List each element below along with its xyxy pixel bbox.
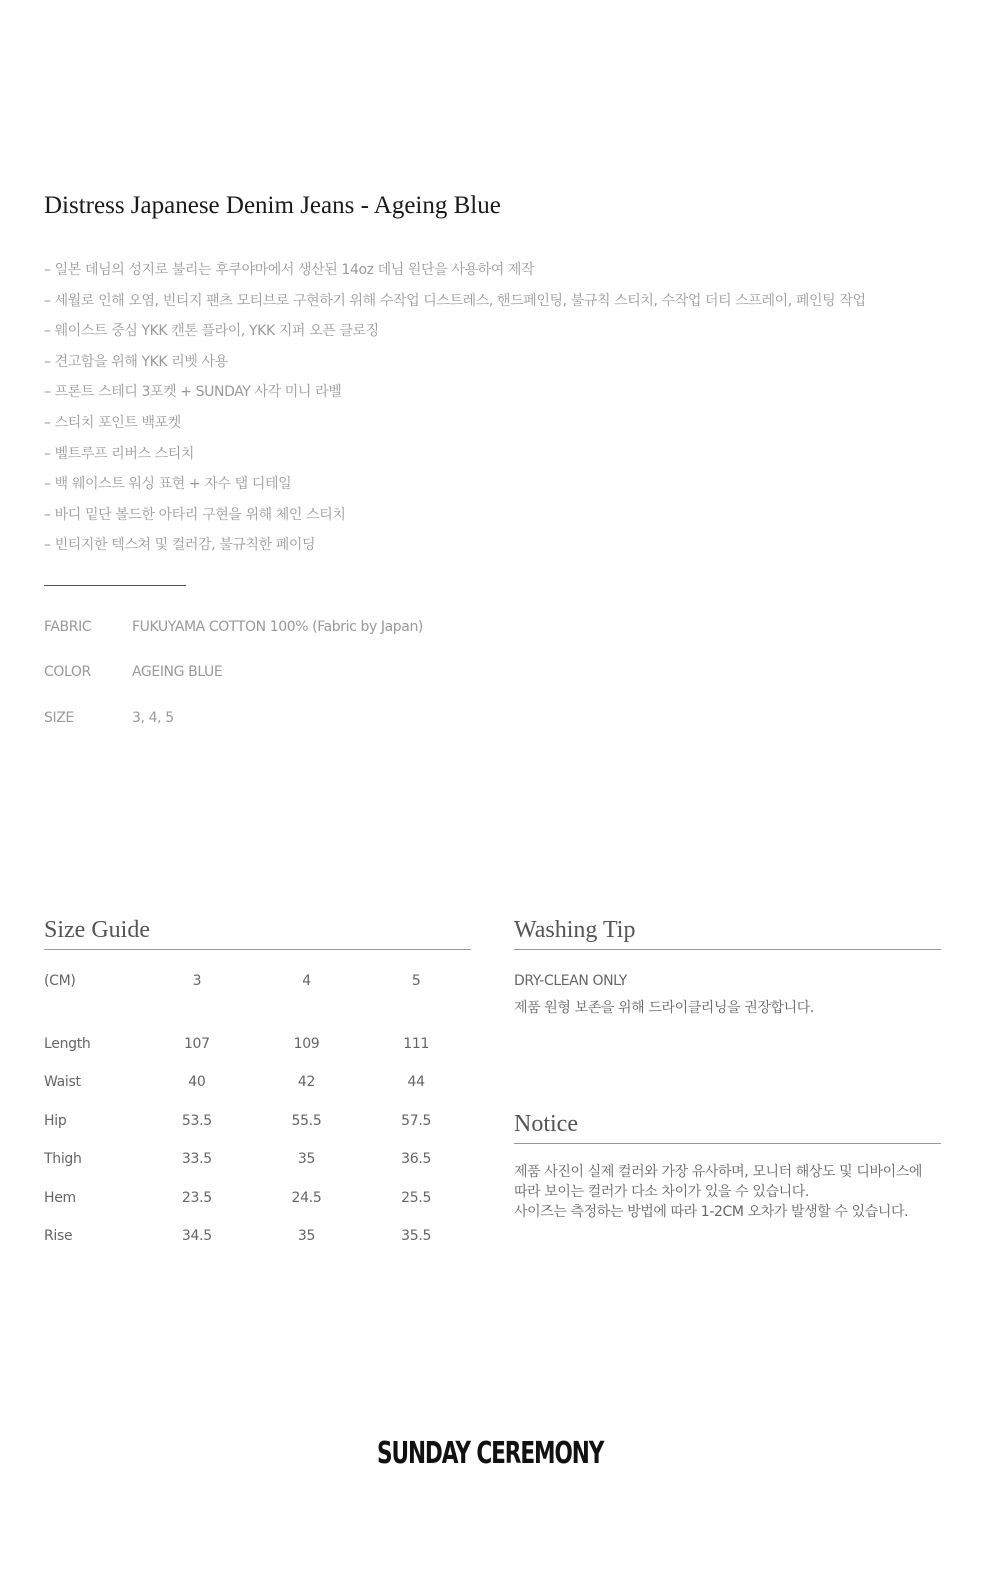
spec-value: AGEING BLUE [132,664,223,681]
feature-item: – 스티치 포인트 백포켓 [44,414,181,431]
feature-item: – 견고함을 위해 YKK 리벳 사용 [44,353,228,370]
washing-tip-heading: Washing Tip [514,917,636,943]
table-row-hip [44,1106,471,1144]
cell-value: 55.5 [291,1112,322,1129]
washing-tip-rule [514,949,941,950]
feature-item: – 벨트루프 리버스 스티치 [44,445,194,462]
size-table-header [44,966,471,1029]
cell-value: 53.5 [181,1112,212,1129]
spec-row-fabric [44,612,423,657]
cell-value: 42 [297,1074,316,1091]
washing-tip-text [514,968,814,1022]
row-label: Waist [44,1074,81,1091]
table-row-waist [44,1067,471,1105]
row-label: Thigh [44,1151,82,1168]
spec-row-size [44,703,423,748]
feature-item: – 세월로 인해 오염, 빈티지 팬츠 모티브로 구현하기 위해 수작업 디스트레스, 핸드페인팅, 불규칙 스티치, 수작업 더티 스프레이, 페인팅 작업 [44,292,866,309]
unit-label: (CM) [44,973,76,989]
washing-tip-line: DRY-CLEAN ONLY [514,973,627,989]
notice-rule [514,1143,941,1144]
feature-item: – 바디 밑단 볼드한 아타리 구현을 위해 체인 스티치 [44,506,346,523]
cell-value: 35 [297,1151,316,1168]
notice-line: 제품 사진이 실제 컬러와 가장 유사하며, 모니터 해상도 및 디바이스에 [514,1164,922,1180]
spec-value: FUKUYAMA COTTON 100% (Fabric by Japan) [132,619,423,635]
feature-item: – 빈티지한 텍스쳐 및 컬러감, 불규칙한 페이딩 [44,537,316,554]
brand-logo [0,1436,980,1472]
washing-tip-line: 제품 원형 보존을 위해 드라이클리닝을 권장합니다. [514,1000,814,1016]
cell-value: 107 [183,1036,210,1052]
table-row-rise [44,1221,471,1259]
notice-line: 사이즈는 측정하는 방법에 따라 1-2CM 오차가 발생할 수 있습니다. [514,1204,909,1220]
notice-line: 따라 보이는 컬러가 다소 차이가 있을 수 있습니다. [514,1184,809,1200]
row-label: Hem [44,1189,76,1206]
row-label: Length [44,1036,91,1052]
feature-list [44,255,866,561]
spec-label: FABRIC [44,619,92,635]
size-table [44,966,471,1259]
section-divider [44,585,186,586]
spec-label: COLOR [44,664,91,681]
cell-value: 111 [403,1036,430,1052]
cell-value: 40 [188,1074,206,1091]
cell-value: 35 [297,1227,316,1244]
size-guide-heading: Size Guide [44,917,150,943]
size-column-header: 4 [302,973,311,989]
cell-value: 25.5 [401,1189,432,1206]
notice-text [514,1162,922,1222]
size-column-header: 5 [411,973,421,989]
cell-value: 24.5 [291,1189,322,1206]
cell-value: 44 [407,1074,425,1091]
table-row-length [44,1029,471,1067]
notice-heading: Notice [514,1111,578,1137]
cell-value: 57.5 [401,1112,432,1129]
row-label: Hip [44,1112,67,1129]
cell-value: 109 [293,1036,320,1052]
spec-row-color [44,657,423,702]
cell-value: 33.5 [181,1151,212,1168]
spec-label: SIZE [44,709,74,726]
table-row-thigh [44,1144,471,1182]
spec-list [44,612,423,748]
cell-value: 35.5 [401,1227,432,1244]
size-guide-rule [44,949,471,950]
feature-item: – 프론트 스테디 3포켓 + SUNDAY 사각 미니 라벨 [44,384,342,401]
size-column-header: 3 [192,973,202,989]
feature-item: – 백 웨이스트 워싱 표현 + 자수 탭 디테일 [44,476,292,493]
table-row-hem [44,1183,471,1221]
cell-value: 36.5 [401,1151,432,1168]
brand-name: SUNDAY CEREMONY [376,1436,604,1471]
spec-value: 3, 4, 5 [132,709,174,726]
feature-item: – 웨이스트 중심 YKK 캔톤 플라이, YKK 지퍼 오픈 클로징 [44,323,379,340]
cell-value: 23.5 [181,1189,212,1206]
feature-item: – 일본 데님의 성지로 불리는 후쿠야마에서 생산된 14oz 데님 원단을 사용하여 제작 [44,262,535,278]
cell-value: 34.5 [181,1227,212,1244]
product-title: Distress Japanese Denim Jeans - Ageing Blue [44,192,501,219]
row-label: Rise [44,1227,73,1244]
